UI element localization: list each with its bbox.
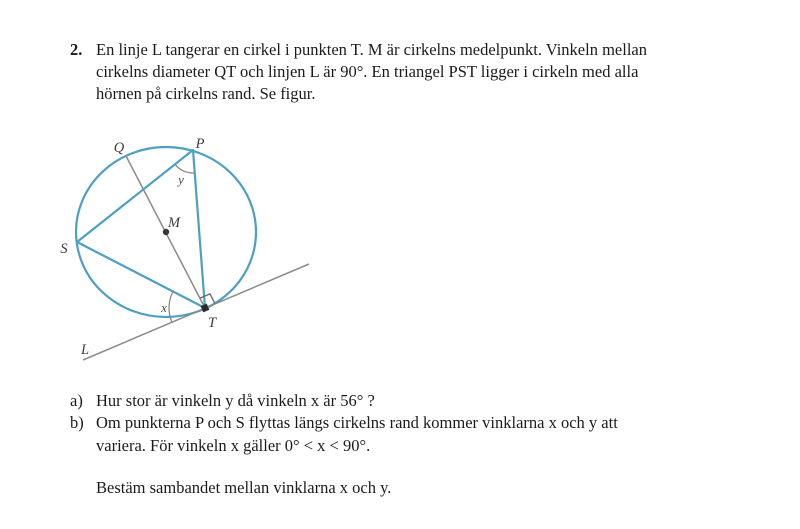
question-a-text [96, 390, 375, 413]
statement-line: hörnen på cirkelns rand. Se figur. [96, 84, 316, 103]
question-a-label: a) [70, 391, 83, 410]
question-b-text [96, 412, 618, 457]
point-label-t: T [207, 315, 217, 331]
point-label-q: Q [113, 140, 125, 156]
angle-label-y: y [178, 172, 184, 187]
question-b-line: Om punkterna P och S flyttas längs cirkelns rand kommer vinklarna x och y att [96, 413, 618, 432]
statement-line: En linje L tangerar en cirkel i punkten T. M är cirkelns medelpunkt. Vinkeln mellan [96, 40, 647, 59]
question-a-line: Hur stor är vinkeln y då vinkeln x är 56° ? [96, 391, 375, 410]
point-label-p: P [195, 136, 205, 152]
statement-line: cirkelns diameter QT och linjen L är 90°. En triangel PST ligger i cirkeln med alla [96, 62, 639, 81]
figure-svg [40, 130, 320, 375]
statement-text [96, 39, 647, 105]
line-label-l: L [80, 342, 90, 358]
point-label-s: S [60, 241, 68, 257]
question-b-line: variera. För vinkeln x gäller 0° < x < 90°. [96, 435, 371, 455]
problem-number: 2. [70, 40, 83, 59]
angle-label-x: x [161, 300, 167, 315]
tangent-line-l [83, 264, 309, 360]
point-label-m: M [167, 215, 181, 231]
closing-task-text: Bestäm sambandet mellan vinklarna x och y. [96, 478, 392, 497]
geometry-figure [40, 130, 320, 375]
question-b [70, 412, 618, 457]
problem-statement [70, 39, 647, 105]
question-a [70, 390, 375, 413]
question-b-label: b) [70, 413, 84, 432]
